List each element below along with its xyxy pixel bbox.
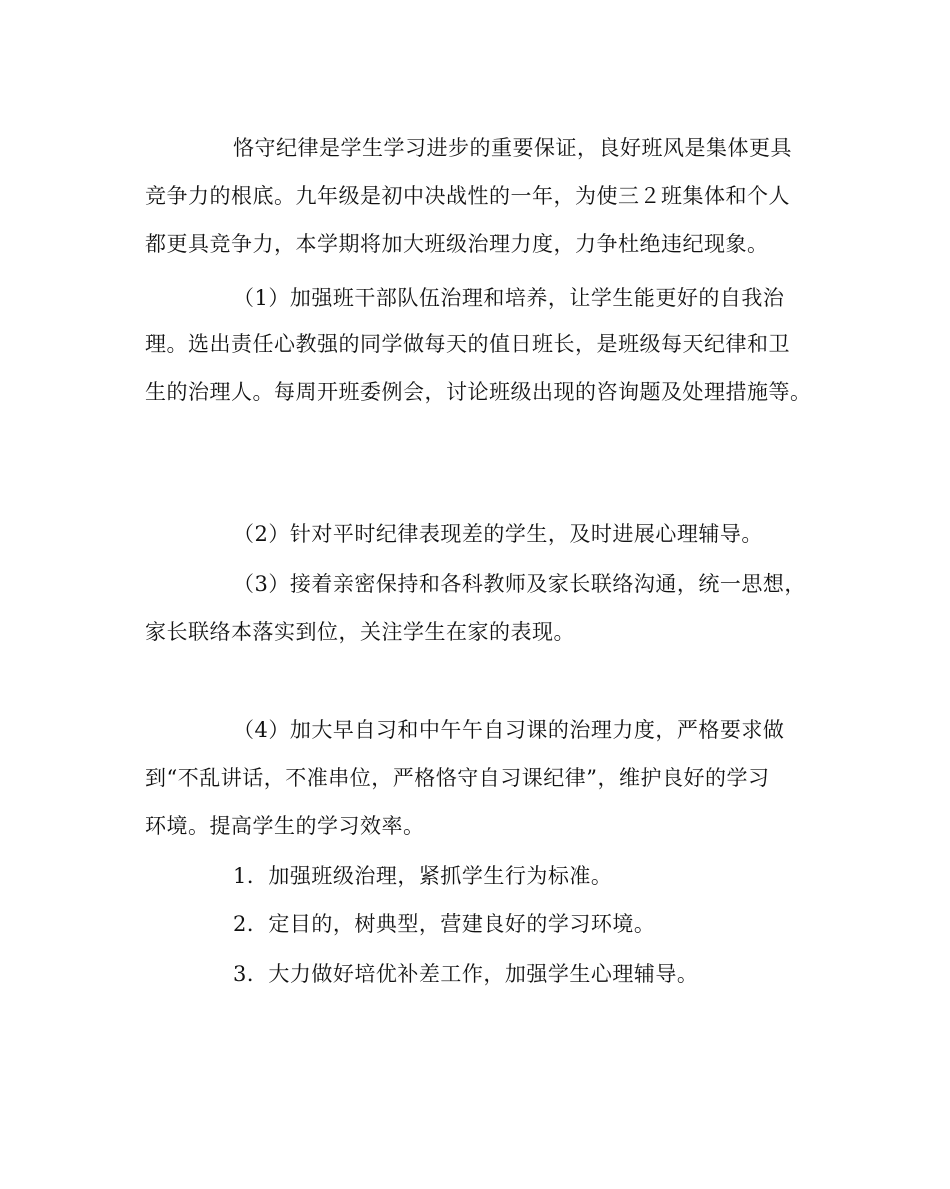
paragraph-2-line-3: 生的治理人。每周开班委例会，讨论班级出现的咨询题及处理措施等。 <box>145 380 812 404</box>
paragraph-2-line-1: （1）加强班干部队伍治理和培养，让学生能更好的自我治 <box>233 286 785 310</box>
list-item-2: 2．定目的，树典型，营建良好的学习环境。 <box>233 912 656 936</box>
paragraph-1-line-2: 竞争力的根底。九年级是初中决战性的一年，为使三２班集体和个人 <box>145 184 790 208</box>
paragraph-5-line-3: 环境。提高学生的学习效率。 <box>145 814 425 838</box>
paragraph-1-line-1: 恪守纪律是学生学习进步的重要保证，良好班风是集体更具 <box>233 136 792 160</box>
list-item-3: 3．大力做好培优补差工作，加强学生心理辅导。 <box>233 962 699 986</box>
paragraph-5-line-2: 到“不乱讲话，不准串位，严格恪守自习课纪律”，维护良好的学习 <box>145 766 770 790</box>
paragraph-1-line-3: 都更具竞争力，本学期将加大班级治理力度，力争杜绝违纪现象。 <box>145 232 769 256</box>
paragraph-5-line-1: （4）加大早自习和中午午自习课的治理力度，严格要求做 <box>233 718 785 742</box>
list-item-1: 1．加强班级治理，紧抓学生行为标准。 <box>233 864 613 888</box>
paragraph-2-line-2: 理。选出责任心教强的同学做每天的值日班长，是班级每天纪律和卫 <box>145 332 790 356</box>
paragraph-4-line-1: （3）接着亲密保持和各科教师及家长联络沟通，统一思想， <box>233 572 806 596</box>
paragraph-3-line-1: （2）针对平时纪律表现差的学生，及时进展心理辅导。 <box>233 522 763 546</box>
paragraph-4-line-2: 家长联络本落实到位，关注学生在家的表现。 <box>145 620 575 644</box>
